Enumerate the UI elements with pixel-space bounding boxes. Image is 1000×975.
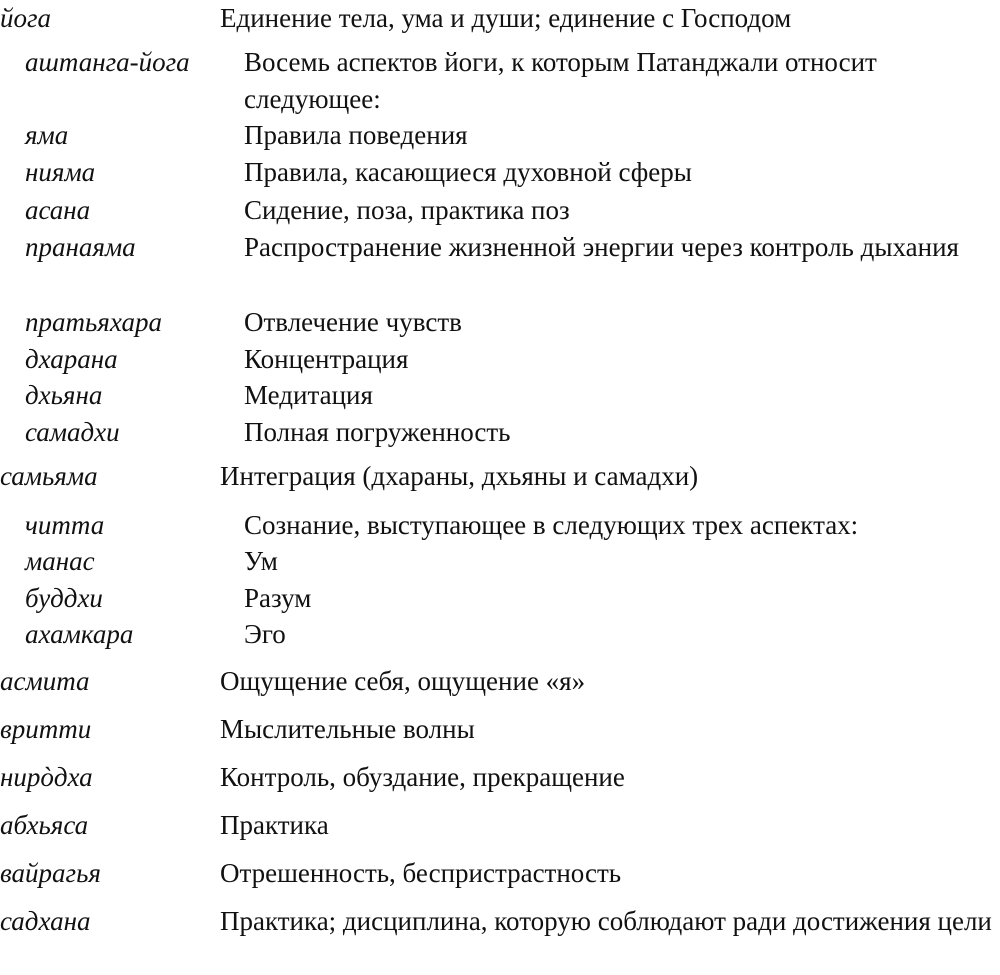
entry-definition: Отрешенность, беспристрастность <box>220 858 622 888</box>
entry-definition: Мыслительные волны <box>220 714 475 744</box>
entry-term: дхарана <box>25 344 118 374</box>
entry-term: садхана <box>0 906 91 936</box>
entry-term: асана <box>25 195 91 225</box>
entry-definition: Интеграция (дхараны, дхьяны и самадхи) <box>220 461 699 491</box>
entry-term: асмита <box>0 666 90 696</box>
entry-definition: Ум <box>244 546 278 576</box>
entry-definition: Восемь аспектов йоги, к которым Патанджали относит следующее: <box>244 47 877 114</box>
entry-term: нирòдха <box>0 762 93 792</box>
entry-definition: Практика; дисциплина, которую соблюдают ради достижения цели <box>220 906 992 936</box>
entry-definition: Распространение жизненной энергии через контроль дыхания <box>244 232 959 262</box>
entry-definition: Полная погруженность <box>244 417 511 447</box>
entry-definition: Ощущение себя, ощущение «я» <box>220 666 586 696</box>
entry-definition: Эго <box>244 619 286 649</box>
entry-term: вритти <box>0 714 92 744</box>
entry-term: пратьяхара <box>25 307 162 337</box>
entry-definition: Сознание, выступающее в следующих трех аспектах: <box>244 510 859 540</box>
entry-term: аштанга-йога <box>25 47 190 77</box>
entry-definition: Концентрация <box>244 344 409 374</box>
entry-definition: Правила, касающиеся духовной сферы <box>244 157 692 187</box>
entry-term: нияма <box>25 157 96 187</box>
entry-term: самадхи <box>25 417 120 447</box>
entry-term: яма <box>25 120 69 150</box>
entry-term: самьяма <box>0 461 98 491</box>
entry-term: йога <box>0 3 52 33</box>
entry-definition: Медитация <box>244 380 373 410</box>
entry-definition: Правила поведения <box>244 120 468 150</box>
entry-term: дхьяна <box>25 380 103 410</box>
entry-term: абхьяса <box>0 810 89 840</box>
entry-term: манас <box>25 546 95 576</box>
entry-definition: Единение тела, ума и души; единение с Господом <box>220 3 792 33</box>
entry-term: ахамкара <box>25 619 134 649</box>
entry-term: буддхи <box>25 583 103 613</box>
entry-term: вайрагья <box>0 858 101 888</box>
entry-definition: Отвлечение чувств <box>244 307 462 337</box>
entry-definition: Разум <box>244 583 312 613</box>
entry-term: пранаяма <box>25 232 136 262</box>
entry-definition: Контроль, обуздание, прекращение <box>220 762 625 792</box>
entry-definition: Практика <box>220 810 329 840</box>
entry-definition: Сидение, поза, практика поз <box>244 195 570 225</box>
entry-term: читта <box>25 510 105 540</box>
